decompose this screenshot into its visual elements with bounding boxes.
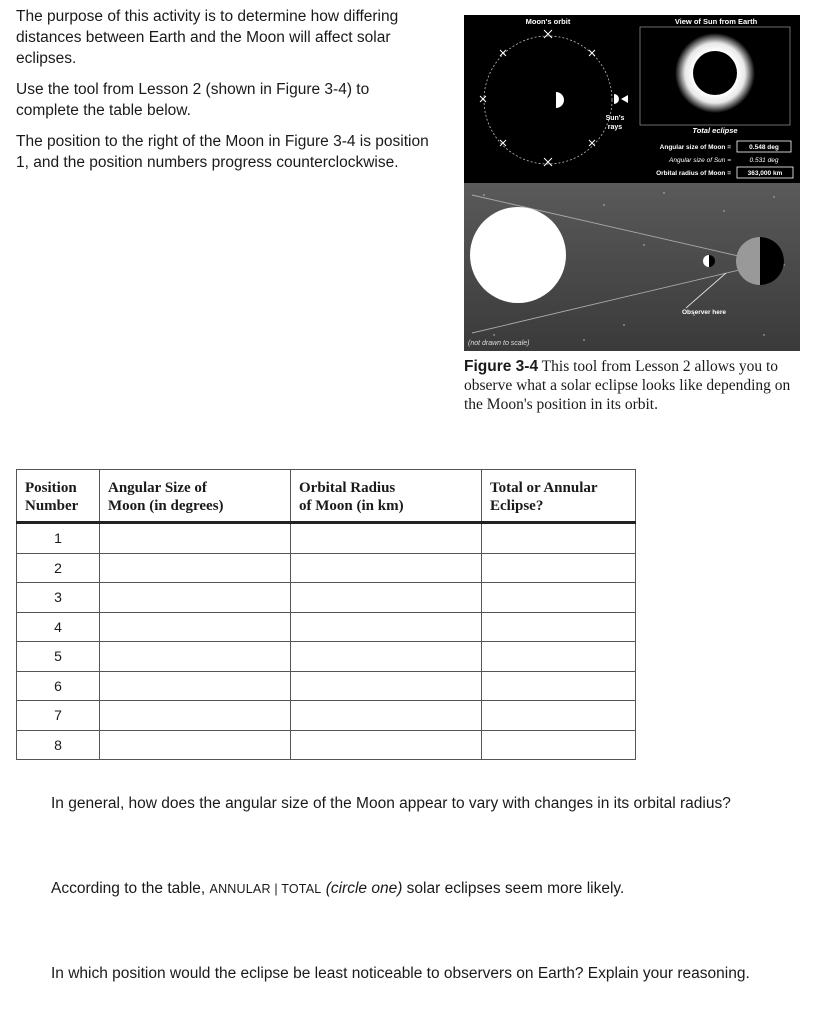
table-row bbox=[17, 701, 636, 731]
position-cell: 1 bbox=[17, 523, 100, 554]
eclipse-type-cell[interactable] bbox=[482, 583, 636, 613]
figure-caption-text: This tool from Lesson 2 allows you to observe what a solar eclipse looks like depending on the Moon's position in its orbit. bbox=[464, 358, 791, 413]
sun-large bbox=[470, 207, 566, 303]
angular-size-cell[interactable] bbox=[100, 612, 291, 642]
position-cell: 5 bbox=[17, 642, 100, 672]
angular-moon-label: Angular size of Moon = bbox=[659, 144, 731, 151]
eclipse-type-cell[interactable] bbox=[482, 523, 636, 554]
orbital-radius-cell[interactable] bbox=[291, 642, 482, 672]
header-orbital-radius: Orbital Radius of Moon (in km) bbox=[291, 470, 482, 523]
intro-paragraph-3: The position to the right of the Moon in Figure 3-4 is position 1, and the position numbers progress counterclockwise. bbox=[16, 133, 429, 171]
question-2-choice[interactable]: ANNULAR | TOTAL bbox=[209, 882, 322, 896]
angular-size-cell[interactable] bbox=[100, 701, 291, 731]
orbital-radius-cell[interactable] bbox=[291, 553, 482, 583]
table-row bbox=[17, 642, 636, 672]
orbital-radius-cell[interactable] bbox=[291, 671, 482, 701]
position-cell: 4 bbox=[17, 612, 100, 642]
suns-rays-label-2: rays bbox=[607, 124, 623, 131]
orbital-radius-cell[interactable] bbox=[291, 583, 482, 613]
table-row bbox=[17, 730, 636, 760]
header-position-number: Position Number bbox=[17, 470, 100, 523]
angular-size-cell[interactable] bbox=[100, 553, 291, 583]
question-1: In general, how does the angular size of the Moon appear to vary with changes in its orbital radius? bbox=[51, 795, 731, 812]
angular-size-cell[interactable] bbox=[100, 730, 291, 760]
suns-rays-label-1: Sun's bbox=[605, 115, 625, 122]
position-cell: 7 bbox=[17, 701, 100, 731]
orbital-radius-cell[interactable] bbox=[291, 701, 482, 731]
question-2 bbox=[51, 878, 791, 900]
question-2-prefix: According to the table, bbox=[51, 880, 210, 897]
eclipse-type-cell[interactable] bbox=[482, 730, 636, 760]
table-row bbox=[17, 612, 636, 642]
eclipse-type-cell[interactable] bbox=[482, 612, 636, 642]
table-row bbox=[17, 671, 636, 701]
eclipse-type-cell[interactable] bbox=[482, 671, 636, 701]
table-row bbox=[17, 523, 636, 554]
orbital-radius-value: 363,000 km bbox=[747, 170, 783, 177]
angular-moon-value: 0.548 deg bbox=[749, 144, 779, 151]
eclipse-type-cell[interactable] bbox=[482, 553, 636, 583]
question-2-instruction: (circle one) bbox=[325, 880, 403, 897]
figure-caption bbox=[464, 357, 794, 414]
observer-label: Observer here bbox=[681, 309, 727, 316]
angular-size-cell[interactable] bbox=[100, 523, 291, 554]
header-eclipse-type: Total or Annular Eclipse? bbox=[482, 470, 636, 523]
angular-size-cell[interactable] bbox=[100, 671, 291, 701]
intro-text bbox=[16, 6, 436, 183]
orbital-radius-label: Orbital radius of Moon = bbox=[656, 170, 731, 177]
position-cell: 2 bbox=[17, 553, 100, 583]
intro-paragraph-1: The purpose of this activity is to determine how differing distances between Earth and the Moon will affect solar eclipses. bbox=[16, 8, 399, 67]
orbital-radius-cell[interactable] bbox=[291, 730, 482, 760]
eclipse-type-cell[interactable] bbox=[482, 701, 636, 731]
view-title: View of Sun from Earth bbox=[674, 17, 758, 26]
table-row bbox=[17, 553, 636, 583]
eclipse-type-label: Total eclipse bbox=[692, 126, 738, 135]
orbit-title: Moon's orbit bbox=[525, 17, 571, 26]
question-3: In which position would the eclipse be least noticeable to observers on Earth? Explain your reasoning. bbox=[51, 965, 750, 982]
orbital-radius-cell[interactable] bbox=[291, 612, 482, 642]
figure-caption-label: Figure 3-4 bbox=[464, 358, 539, 375]
angular-sun-label: Angular size of Sun = bbox=[669, 157, 731, 164]
table-row bbox=[17, 583, 636, 613]
intro-paragraph-2: Use the tool from Lesson 2 (shown in Figure 3-4) to complete the table below. bbox=[16, 81, 370, 119]
angular-size-cell[interactable] bbox=[100, 583, 291, 613]
eclipsing-moon-disk bbox=[693, 51, 737, 95]
orbital-radius-cell[interactable] bbox=[291, 523, 482, 554]
angular-sun-value: 0.531 deg bbox=[749, 157, 779, 164]
question-2-suffix: solar eclipses seem more likely. bbox=[402, 880, 625, 897]
data-table bbox=[16, 469, 636, 760]
position-cell: 3 bbox=[17, 583, 100, 613]
eclipse-type-cell[interactable] bbox=[482, 642, 636, 672]
figure-3-4 bbox=[464, 15, 800, 351]
not-to-scale-label: (not drawn to scale) bbox=[468, 340, 530, 347]
header-angular-size: Angular Size of Moon (in degrees) bbox=[100, 470, 291, 523]
position-cell: 6 bbox=[17, 671, 100, 701]
angular-size-cell[interactable] bbox=[100, 642, 291, 672]
position-cell: 8 bbox=[17, 730, 100, 760]
